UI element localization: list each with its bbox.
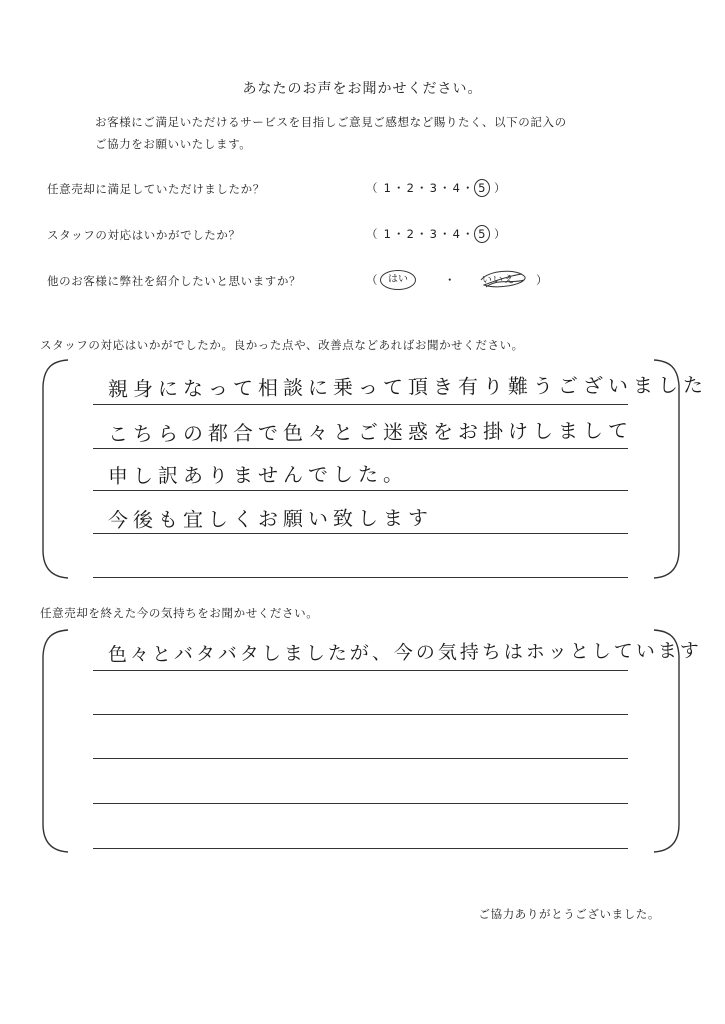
scribble-out-mark [478,268,528,290]
answer-line [93,848,628,849]
choice-open-paren: （ [366,273,378,287]
answer-line [93,714,628,715]
section-feelings-label: 任意売却を終えた今の気持ちをお聞かせください。 [40,606,319,620]
scale-option-1[interactable]: 1 [383,181,392,195]
answer-line [93,577,628,578]
scale-close-paren: ） [494,181,506,195]
scale-open-paren: （ [366,227,378,241]
scale-open-paren: （ [366,181,378,195]
handwritten-line: 色々とバタバタしましたが、今の気持ちはホッとしています [107,639,702,666]
question-satisfaction-scale: （ 1 ・ 2 ・ 3 ・ 4 ・ 5 ） [366,181,506,195]
question-staff-label: スタッフの対応はいかがでしたか？ [47,228,241,242]
answer-line [93,448,628,449]
choice-no[interactable]: いいえ [482,275,515,286]
answer-line [93,533,628,534]
scale-option-1[interactable]: 1 [383,227,392,241]
answer-line [93,670,628,671]
choice-yes-circled[interactable]: はい [380,270,416,290]
scale-option-5-circled[interactable]: 5 [474,225,490,243]
intro-line-1: お客様にご満足いただけるサービスを目指しご意見ご感想など賜りたく、以下の記入の [95,115,567,129]
scale-option-4[interactable]: 4 [452,181,461,195]
choice-close-paren: ） [536,273,548,287]
intro-line-2: ご協力をお願いいたします。 [95,137,252,151]
answer-line [93,803,628,804]
choice-separator: ・ [444,273,456,287]
section-staff-feedback-label: スタッフの対応はいかがでしたか。良かった点や、改善点などあればお聞かせください。 [40,338,524,352]
scale-close-paren: ） [494,227,506,241]
left-bracket [40,358,70,580]
handwritten-line: 今後も宜しくお願い致します [107,505,434,532]
handwritten-line: 親身になって相談に乗って頂き有り難うございました [107,372,709,401]
question-staff-scale: （ 1 ・ 2 ・ 3 ・ 4 ・ 5 ） [366,227,506,241]
scale-option-2[interactable]: 2 [406,181,415,195]
handwritten-line: こちらの都合で色々とご迷惑をお掛けしまして [107,418,634,446]
scale-option-5-circled[interactable]: 5 [474,179,490,197]
question-satisfaction-label: 任意売却に満足していただけましたか？ [47,182,265,196]
handwritten-line: 申し訳ありませんでした。 [107,461,409,488]
question-referral-label: 他のお客様に弊社を紹介したいと思いますか？ [47,274,302,288]
answer-line [93,490,628,491]
closing-thanks: ご協力ありがとうございました。 [478,907,660,921]
scale-option-2[interactable]: 2 [406,227,415,241]
page-title: あなたのお声をお聞かせください。 [242,81,483,97]
answer-line [93,404,628,405]
answer-line [93,758,628,759]
scale-option-3[interactable]: 3 [429,181,438,195]
scale-option-3[interactable]: 3 [429,227,438,241]
left-bracket [40,628,70,854]
scale-option-4[interactable]: 4 [452,227,461,241]
question-referral-choice [366,272,556,292]
